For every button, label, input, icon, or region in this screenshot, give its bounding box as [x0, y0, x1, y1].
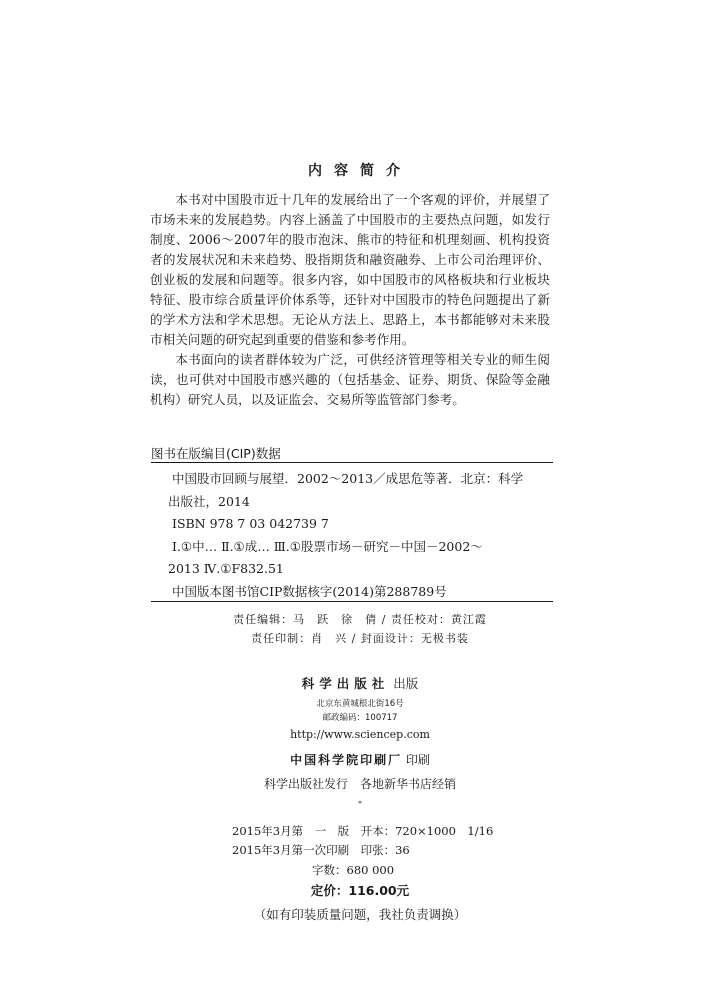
publisher-url: http://www.sciencep.com — [290, 728, 430, 741]
publisher-postcode: 邮政编码：100717 — [322, 713, 398, 723]
price: 定价：116.00元 — [310, 883, 410, 898]
summary-block — [150, 190, 550, 410]
distribution-line: 科学出版社发行 各地新华书店经销 — [263, 777, 456, 791]
cip-entry-line2: 出版社，2014 — [168, 493, 250, 509]
printer-suffix: 印刷 — [405, 753, 430, 767]
cip-data — [168, 468, 554, 603]
edition-line-1: 2015年3月第 一 版 开本：720×1000 1/16 — [232, 824, 494, 838]
cip-heading: 图书在版编目(CIP)数据 — [151, 446, 281, 461]
word-count: 字数：680 000 — [312, 863, 395, 877]
credits-line-2: 责任印制：肖 兴 / 封面设计：无极书装 — [251, 632, 469, 645]
quality-notice: （如有印装质量问题，我社负责调换） — [253, 907, 467, 922]
page-title: 内容简介 — [308, 163, 412, 179]
cip-isbn: ISBN 978 7 03 042739 7 — [172, 516, 329, 531]
summary-paragraph-1: 本书对中国股市近十几年的发展给出了一个客观的评价，并展望了市场未来的发展趋势。内容上涵盖了中国股市的主要热点问题，如发行制度、2006～2007年的股市泡沫、熊市的特征和机理刻画、机构投资者的发展状况和未来趋势、股指期货和融资融券、上市公司治理评价、创业板的发展和问题等。很多内容，如中国股市的风格板块和行业板块特征、股市综合质量评价体系等，还针对中国股市的特色问题提出了新的学术方法和学术思想。无论从方法上、思路上，本书都能够对未来股市相关问题的研究起到重要的借鉴和参考作用。 — [150, 192, 550, 347]
cip-classification-line1: Ⅰ.①中… Ⅱ.①成… Ⅲ.①股票市场－研究－中国－2002～ — [172, 538, 483, 554]
cip-classification-line2: 2013 Ⅳ.①F832.51 — [168, 561, 284, 576]
printer-name: 中国科学院印刷厂 — [290, 753, 403, 767]
cip-top-divider — [151, 462, 553, 463]
separator-mark: * — [358, 800, 362, 808]
printer-line — [0, 751, 720, 768]
publisher-name: 科学出版社 — [301, 676, 390, 691]
credits-line-1: 责任编辑：马 跃 徐 倩 / 责任校对：黄江霞 — [233, 613, 487, 626]
edition-line-2: 2015年3月第一次印刷 印张：36 — [232, 843, 410, 857]
cip-entry-line1: 中国股市回顾与展望．2002～2013／成思危等著．北京：科学 — [172, 471, 524, 486]
summary-paragraph-2: 本书面向的读者群体较为广泛，可供经济管理等相关专业的师生阅读，也可供对中国股市感兴趣的（包括基金、证券、期货、保险等金融机构）研究人员，以及证监会、交易所等监管部门参考。 — [150, 352, 550, 407]
publisher-line — [0, 674, 720, 692]
cip-number: 中国版本图书馆CIP数据核字(2014)第288789号 — [172, 583, 447, 599]
publisher-address: 北京东黄城根北街16号 — [316, 699, 404, 709]
publisher-suffix: 出版 — [393, 676, 419, 691]
cip-bottom-divider — [151, 601, 553, 602]
